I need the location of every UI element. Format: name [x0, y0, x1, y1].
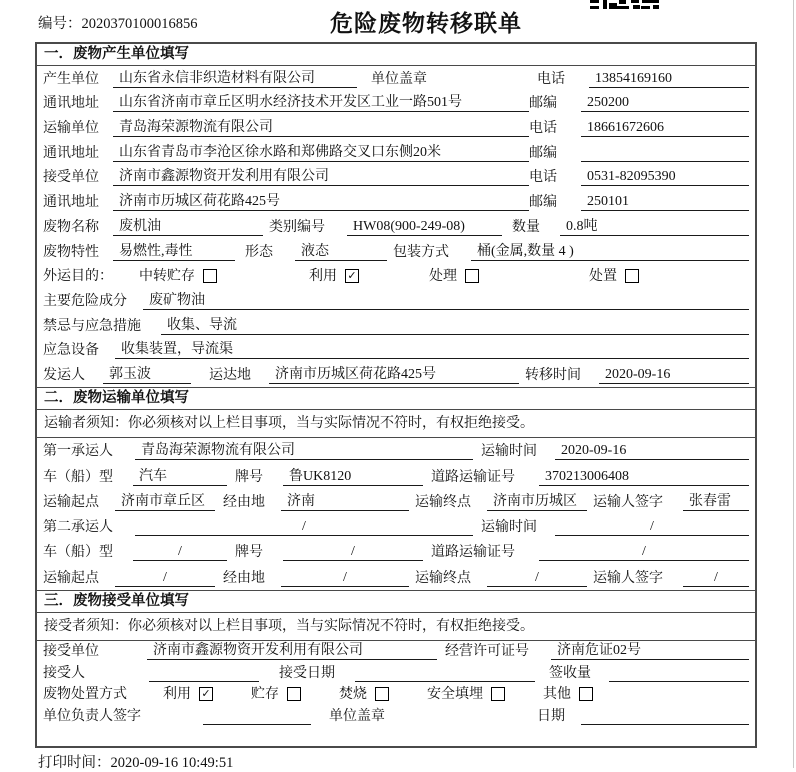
origin-label: 运输起点 — [43, 494, 99, 510]
form-row — [37, 313, 755, 338]
transporter-unit-label: 运输单位 — [43, 121, 99, 137]
vehicle-type-label: 车（船）型 — [43, 545, 113, 561]
main-hazard-field: 废矿物油 — [143, 292, 749, 310]
phone-label: 电话 — [529, 121, 557, 137]
via-label: 经由地 — [223, 494, 265, 510]
disposal-landfill-checkbox-label: 安全填埋 — [427, 687, 483, 703]
disposal-incineration-checkbox — [339, 686, 389, 703]
postcode-label: 邮编 — [529, 145, 557, 161]
transport-time-label: 运输时间 — [481, 520, 537, 536]
transporter-phone-field: 18661672606 — [581, 119, 749, 137]
second-plate-field: / — [283, 543, 423, 561]
transporter-address-field: 山东省青岛市李沧区徐水路和郑佛路交叉口东侧20米 — [113, 144, 529, 162]
receiver-address-field: 济南市历城区荷花路425号 — [113, 193, 529, 211]
form-row — [37, 165, 755, 190]
sign-date-field — [581, 708, 749, 725]
disposal-method-label: 废物处置方式 — [43, 687, 127, 703]
form-row — [37, 564, 755, 589]
receive-date-field — [355, 665, 535, 682]
disposal-checkbox-label: 处置 — [589, 269, 617, 285]
emergency-measures-label: 禁忌与应急措施 — [43, 318, 141, 334]
destination-field: 济南市历城区荷花路425号 — [269, 366, 519, 384]
disposal-checkbox — [589, 268, 639, 285]
first-road-permit-field: 370213006408 — [539, 468, 749, 486]
form-row — [37, 706, 755, 728]
first-plate-field: 鲁UK8120 — [283, 468, 423, 486]
responsible-signature-field — [203, 708, 311, 725]
waste-characteristics-label: 废物特性 — [43, 244, 99, 260]
road-permit-label: 道路运输证号 — [431, 469, 515, 485]
print-time-value: 2020-09-16 10:49:51 — [110, 755, 234, 771]
origin-label: 运输起点 — [43, 570, 99, 586]
form-row — [37, 438, 755, 463]
first-carrier-signature-field: 张春雷 — [683, 493, 749, 511]
category-code-label: 类别编号 — [269, 219, 325, 235]
transporter-notice: 运输者须知：你必须核对以上栏目事项，当与实际情况不符时，有权拒绝接受。 — [37, 410, 755, 438]
emergency-equipment-label: 应急设备 — [43, 343, 99, 359]
disposal-other-checkbox — [543, 686, 593, 703]
transfer-time-label: 转移时间 — [525, 367, 581, 383]
page-title: 危险废物转移联单 — [330, 10, 522, 36]
producer-unit-label: 产生单位 — [43, 71, 99, 87]
form-row — [37, 214, 755, 239]
first-carrier-field: 青岛海荣源物流有限公司 — [135, 442, 473, 460]
road-permit-label: 道路运输证号 — [431, 545, 515, 561]
disposal-storage-checkbox — [251, 686, 301, 703]
first-transport-time-field: 2020-09-16 — [555, 442, 749, 460]
disposal-other-checkbox-unchecked — [579, 687, 593, 701]
form-row — [37, 338, 755, 363]
transport-time-label: 运输时间 — [481, 444, 537, 460]
unit-seal-label: 单位盖章 — [371, 71, 427, 87]
consignor-field: 郭玉波 — [103, 366, 191, 384]
producer-phone-field: 13854169160 — [589, 70, 749, 88]
form-row — [37, 140, 755, 165]
disposal-incineration-checkbox-label: 焚烧 — [339, 687, 367, 703]
receiver-phone-field: 0531-82095390 — [581, 168, 749, 186]
waste-name-label: 废物名称 — [43, 219, 99, 235]
second-via-field: / — [281, 569, 409, 587]
recipient-field — [149, 665, 259, 682]
category-code-field: HW08(900-249-08) — [347, 218, 502, 236]
form-row — [37, 66, 755, 91]
form-row — [37, 264, 755, 289]
quantity-field: 0.8吨 — [560, 218, 749, 236]
receive-date-label: 接受日期 — [279, 665, 335, 681]
receiver-notice: 接受者须知：你必须核对以上栏目事项，当与实际情况不符时，有权拒绝接受。 — [37, 613, 755, 641]
disposal-landfill-checkbox-unchecked — [491, 687, 505, 701]
form-row — [37, 91, 755, 116]
responsible-signature-label: 单位负责人签字 — [43, 709, 141, 725]
form-label: 形态 — [245, 244, 273, 260]
disposal-checkbox-unchecked — [625, 269, 639, 283]
producer-unit-field: 山东省永信非织造材料有限公司 — [113, 70, 357, 88]
transfer-storage-checkbox-label: 中转贮存 — [139, 269, 195, 285]
receiver-unit-field: 济南市鑫源物资开发利用有限公司 — [113, 168, 529, 186]
first-vehicle-type-field: 汽车 — [133, 468, 227, 486]
receiver-address-label: 通讯地址 — [43, 195, 99, 211]
qr-code-fragment — [590, 0, 660, 9]
form-row — [37, 641, 755, 663]
packaging-label: 包装方式 — [393, 244, 449, 260]
second-vehicle-type-field: / — [133, 543, 227, 561]
form-row — [37, 362, 755, 387]
second-transport-time-field: / — [555, 518, 749, 536]
second-carrier-label: 第二承运人 — [43, 520, 113, 536]
page-edge-line — [793, 0, 794, 768]
first-via-field: 济南 — [281, 493, 409, 511]
waste-characteristics-field: 易燃性,毒性 — [113, 243, 235, 261]
recycle-checkbox — [309, 268, 359, 285]
form-row — [37, 115, 755, 140]
receive-unit-label: 接受单位 — [43, 643, 99, 659]
outbound-purpose-label: 外运目的： — [43, 269, 113, 285]
consignor-label: 发运人 — [43, 367, 85, 383]
producer-address-label: 通讯地址 — [43, 96, 99, 112]
phone-label: 电话 — [537, 71, 565, 87]
quantity-label: 数量 — [512, 219, 540, 235]
print-time — [38, 751, 233, 772]
received-quantity-field — [609, 665, 749, 682]
postcode-label: 邮编 — [529, 195, 557, 211]
disposal-recycle-checkbox — [163, 686, 213, 703]
form-row — [37, 514, 755, 539]
received-quantity-label: 签收量 — [549, 665, 591, 681]
form-row — [37, 288, 755, 313]
second-road-permit-field: / — [539, 543, 749, 561]
emergency-equipment-field: 收集装置，导流渠 — [115, 341, 749, 359]
form-row — [37, 685, 755, 707]
form-row — [37, 189, 755, 214]
receiver-postcode-field: 250101 — [581, 193, 749, 211]
second-carrier-field: / — [135, 518, 473, 536]
producer-postcode-field: 250200 — [581, 94, 749, 112]
business-license-label: 经营许可证号 — [445, 643, 529, 659]
form-table — [35, 42, 757, 748]
disposal-landfill-checkbox — [427, 686, 505, 703]
first-carrier-label: 第一承运人 — [43, 444, 113, 460]
receiver-unit-label: 接受单位 — [43, 170, 99, 186]
postcode-label: 邮编 — [529, 96, 557, 112]
receive-unit-field: 济南市鑫源物资开发利用有限公司 — [147, 642, 437, 660]
disposal-incineration-checkbox-unchecked — [375, 687, 389, 701]
destination-label: 运达地 — [209, 367, 251, 383]
serial-label: 编号： — [38, 16, 82, 32]
producer-address-field: 山东省济南市章丘区明水经济技术开发区工业一路501号 — [113, 94, 529, 112]
recipient-label: 接受人 — [43, 665, 85, 681]
recycle-checkbox-label: 利用 — [309, 269, 337, 285]
transfer-time-field: 2020-09-16 — [599, 366, 749, 384]
section-header-producer: 一．废物产生单位填写 — [37, 44, 755, 66]
second-terminus-field: / — [487, 569, 587, 587]
phone-label: 电话 — [529, 170, 557, 186]
treatment-checkbox-label: 处理 — [429, 269, 457, 285]
disposal-other-checkbox-label: 其他 — [543, 687, 571, 703]
treatment-checkbox-unchecked — [465, 269, 479, 283]
vehicle-type-label: 车（船）型 — [43, 469, 113, 485]
date-label: 日期 — [537, 709, 565, 725]
form-row — [37, 239, 755, 264]
packaging-field: 桶(金属,数量 4 ) — [471, 243, 749, 261]
emergency-measures-field: 收集、导流 — [161, 317, 749, 335]
carrier-signature-label: 运输人签字 — [593, 494, 663, 510]
unit-seal-label: 单位盖章 — [329, 709, 385, 725]
form-row — [37, 489, 755, 514]
second-origin-field: / — [115, 569, 215, 587]
transporter-address-label: 通讯地址 — [43, 145, 99, 161]
recycle-checkbox-checked: ✓ — [345, 269, 359, 283]
serial-value: 2020370100016856 — [81, 16, 198, 32]
carrier-signature-label: 运输人签字 — [593, 570, 663, 586]
section-header-transporter: 二．废物运输单位填写 — [37, 387, 755, 410]
form-row — [37, 463, 755, 488]
plate-label: 牌号 — [235, 469, 263, 485]
terminus-label: 运输终点 — [415, 494, 471, 510]
transporter-unit-field: 青岛海荣源物流有限公司 — [113, 119, 529, 137]
form-field: 液态 — [295, 243, 387, 261]
first-origin-field: 济南市章丘区 — [115, 493, 215, 511]
transfer-storage-checkbox — [139, 268, 217, 285]
disposal-recycle-checkbox-label: 利用 — [163, 687, 191, 703]
treatment-checkbox — [429, 268, 479, 285]
second-carrier-signature-field: / — [683, 569, 749, 587]
via-label: 经由地 — [223, 570, 265, 586]
waste-name-field: 废机油 — [113, 218, 263, 236]
transfer-storage-checkbox-unchecked — [203, 269, 217, 283]
transporter-postcode-field — [581, 145, 749, 162]
main-hazard-label: 主要危险成分 — [43, 293, 127, 309]
form-row — [37, 539, 755, 564]
print-time-label: 打印时间： — [38, 755, 111, 771]
disposal-storage-checkbox-unchecked — [287, 687, 301, 701]
terminus-label: 运输终点 — [415, 570, 471, 586]
disposal-storage-checkbox-label: 贮存 — [251, 687, 279, 703]
section-header-receiver: 三．废物接受单位填写 — [37, 590, 755, 613]
first-terminus-field: 济南市历城区 — [487, 493, 587, 511]
business-license-field: 济南危证02号 — [551, 642, 749, 660]
plate-label: 牌号 — [235, 545, 263, 561]
form-row — [37, 663, 755, 685]
disposal-recycle-checkbox-checked: ✓ — [199, 687, 213, 701]
